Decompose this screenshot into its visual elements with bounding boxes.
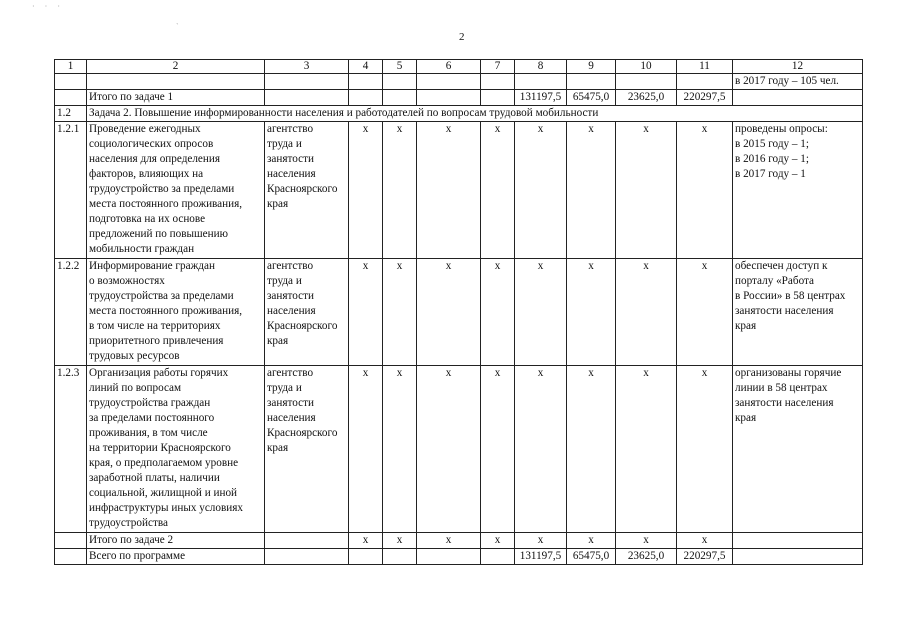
task2-title: Задача 2. Повышение информированности населения и работодателей по вопросам трудовой мобильности [87, 106, 863, 122]
mark-cell: х [417, 259, 481, 366]
expected-result: организованы горячие линии в 58 центрах занятости населения края [733, 366, 863, 533]
total-task1-v11: 220297,5 [677, 90, 733, 106]
total-task1-label: Итого по задаче 1 [87, 90, 265, 106]
column-header: 6 [417, 60, 481, 74]
total-task2-label: Итого по задаче 2 [87, 533, 265, 549]
mark-cell: х [481, 259, 515, 366]
mark-cell: х [515, 366, 567, 533]
total-program-v9: 65475,0 [567, 549, 616, 565]
responsible-agency: агентство труда и занятости населения Красноярского края [265, 259, 349, 366]
mark-cell: х [515, 122, 567, 259]
mark-cell: х [481, 533, 515, 549]
mark-cell: х [349, 259, 383, 366]
mark-cell: х [515, 533, 567, 549]
activity-name: Организация работы горячих линий по вопросам трудоустройства граждан за пределами постоянного проживания, в том числе на территории Красноярского края, о предполагаемом уровне заработной платы, наличии социальной, жилищной и иной инфраструктуры иных условиях трудоустройства [87, 366, 265, 533]
scan-specks: · · · [32, 2, 64, 11]
mark-cell: х [349, 366, 383, 533]
task2-number: 1.2 [55, 106, 87, 122]
mark-cell: х [481, 366, 515, 533]
column-header: 3 [265, 60, 349, 74]
column-header: 5 [383, 60, 417, 74]
mark-cell: х [567, 366, 616, 533]
activity-name: Информирование граждан о возможностях трудоустройства за пределами места постоянного проживания, в том числе на территориях приоритетного привлечения трудовых ресурсов [87, 259, 265, 366]
carry-over-row [55, 74, 863, 90]
mark-cell: х [677, 122, 733, 259]
mark-cell: х [677, 533, 733, 549]
mark-cell: х [417, 533, 481, 549]
mark-cell: х [481, 122, 515, 259]
column-header: 4 [349, 60, 383, 74]
program-table [54, 59, 863, 565]
total-task1-v8: 131197,5 [515, 90, 567, 106]
mark-cell: х [383, 366, 417, 533]
total-program-label: Всего по программе [87, 549, 265, 565]
column-header: 2 [87, 60, 265, 74]
total-task1-v10: 23625,0 [616, 90, 677, 106]
total-task2-row [55, 533, 863, 549]
table-row [55, 366, 863, 533]
mark-cell: х [616, 122, 677, 259]
column-header-row [55, 60, 863, 74]
expected-result: проведены опросы: в 2015 году – 1; в 2016 году – 1; в 2017 году – 1 [733, 122, 863, 259]
mark-cell: х [417, 122, 481, 259]
column-header: 11 [677, 60, 733, 74]
scan-speck: ` [176, 22, 179, 31]
mark-cell: х [616, 366, 677, 533]
mark-cell: х [349, 533, 383, 549]
total-task1-row [55, 90, 863, 106]
mark-cell: х [417, 366, 481, 533]
total-program-v10: 23625,0 [616, 549, 677, 565]
column-header: 9 [567, 60, 616, 74]
row-number: 1.2.1 [55, 122, 87, 259]
mark-cell: х [383, 122, 417, 259]
responsible-agency: агентство труда и занятости населения Красноярского края [265, 366, 349, 533]
mark-cell: х [567, 122, 616, 259]
mark-cell: х [383, 533, 417, 549]
responsible-agency: агентство труда и занятости населения Красноярского края [265, 122, 349, 259]
table-row [55, 259, 863, 366]
activity-name: Проведение ежегодных социологических опросов населения для определения факторов, влияющих на трудоустройство за пределами места постоянного проживания, подготовка на их основе предложений по повышению мобильности граждан [87, 122, 265, 259]
mark-cell: х [677, 259, 733, 366]
table-row [55, 122, 863, 259]
total-program-v11: 220297,5 [677, 549, 733, 565]
mark-cell: х [616, 533, 677, 549]
mark-cell: х [567, 259, 616, 366]
column-header: 8 [515, 60, 567, 74]
mark-cell: х [567, 533, 616, 549]
task2-header-row [55, 106, 863, 122]
column-header: 12 [733, 60, 863, 74]
carry-over-result: в 2017 году – 105 чел. [733, 74, 863, 90]
column-header: 1 [55, 60, 87, 74]
column-header: 10 [616, 60, 677, 74]
mark-cell: х [383, 259, 417, 366]
expected-result: обеспечен доступ к порталу «Работа в России» в 58 центрах занятости населения края [733, 259, 863, 366]
mark-cell: х [616, 259, 677, 366]
page-number: 2 [459, 31, 465, 43]
row-number: 1.2.3 [55, 366, 87, 533]
row-number: 1.2.2 [55, 259, 87, 366]
mark-cell: х [349, 122, 383, 259]
total-program-row [55, 549, 863, 565]
mark-cell: х [515, 259, 567, 366]
mark-cell: х [677, 366, 733, 533]
total-program-v8: 131197,5 [515, 549, 567, 565]
total-task1-v9: 65475,0 [567, 90, 616, 106]
column-header: 7 [481, 60, 515, 74]
